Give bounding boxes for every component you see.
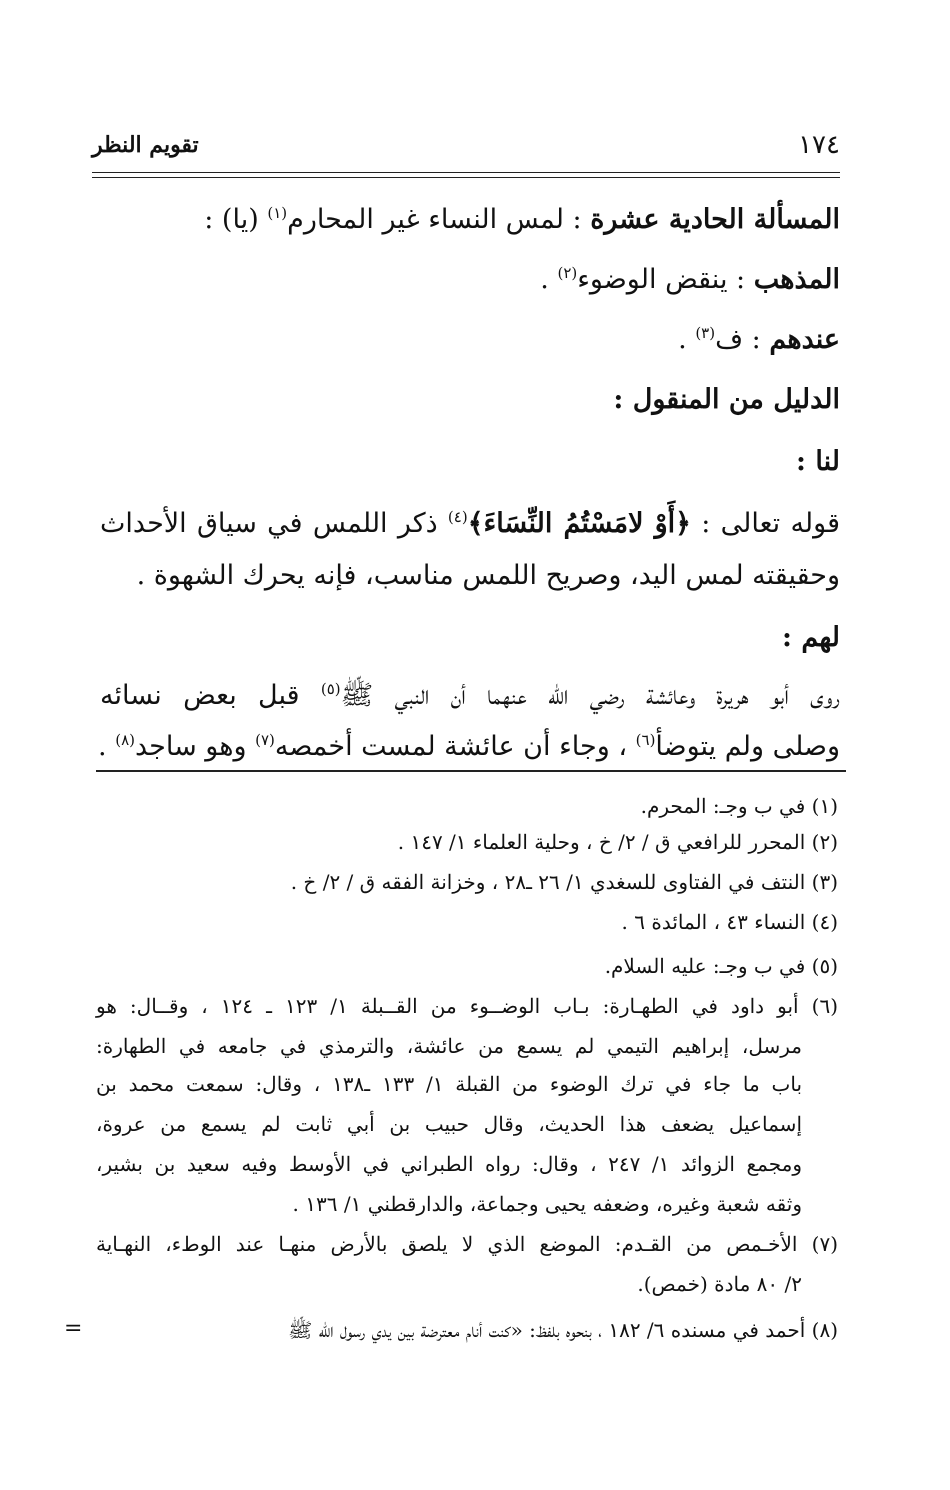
p2-text-d: ، وجاء أن عائشة لمست أخمصه bbox=[274, 731, 628, 762]
footnote-ref-1: (١) bbox=[267, 204, 288, 222]
madhhab-label: المذهب bbox=[753, 264, 840, 295]
running-title: تقويم النظر bbox=[92, 132, 199, 158]
p2-text-end: . bbox=[98, 731, 107, 762]
footnote-ref-5: (٥) bbox=[320, 680, 341, 698]
footnote-7-line-2: ٢/ ٨٠ مادة (خمص). bbox=[637, 1272, 802, 1296]
indahum-line bbox=[100, 320, 840, 360]
p1-line-2: وحقيقته لمس اليد، وصريح اللمس مناسب، فإنه يحرك الشهوة . bbox=[136, 560, 840, 591]
p2-line-2 bbox=[100, 727, 840, 767]
p2-text-c: وصلى ولم يتوضأ bbox=[655, 731, 840, 762]
footnote-6-line-4: إسماعيل يضعف هذا الحديث، وقال حبيب بن أبي ثابت لم يسمع من عروة، bbox=[96, 1112, 802, 1136]
footnote-3: (٣) النتف في الفتاوى للسغدي ١/ ٢٦ ـ٢٨ ، وخزانة الفقه ق / ٢/ خ . bbox=[290, 870, 838, 894]
continuation-mark: = bbox=[64, 1316, 83, 1341]
footnote-6-line-5: ومجمع الزوائد ١/ ٢٤٧ ، وقال: رواه الطبراني في الأوسط وفيه سعيد بن بشير، bbox=[96, 1152, 802, 1176]
issue-title: المسألة الحادية عشرة bbox=[590, 204, 840, 235]
footnote-6-line-1: (٦) أبو داود في الطهـارة: بـاب الوضــوء من القــبلة ١/ ١٢٣ ـ ١٢٤ ، وقــال: هو bbox=[96, 994, 838, 1018]
footnote-5: (٥) في ب وجـ: عليه السلام. bbox=[604, 954, 838, 978]
page-number: ١٧٤ bbox=[798, 130, 840, 160]
footnote-ref-8: (٨) bbox=[115, 731, 135, 749]
footnote-8: (٨) أحمد في مسنده ٦/ ١٨٢ ، بنحوه بلفظ: «كنت أنام معترضة بين يدي رسول الله ﷺ bbox=[288, 1318, 838, 1342]
p2-text-b: قبل بعض نسائه bbox=[100, 680, 300, 711]
indahum-end: . bbox=[678, 324, 687, 355]
indahum-label: عندهم bbox=[769, 324, 840, 355]
footnote-ref-3: (٣) bbox=[695, 324, 716, 342]
footnote-ref-4: (٤) bbox=[447, 508, 468, 526]
footnote-6-line-3: باب ما جاء في ترك الوضوء من القبلة ١/ ١٣٣ ـ١٣٨ ، وقال: سمعت محمد بن bbox=[96, 1072, 803, 1096]
issue-code: (يا) : bbox=[204, 204, 259, 235]
p2-text-e: وهو ساجد bbox=[134, 731, 247, 762]
madhhab-text: : ينقض الوضوء bbox=[577, 264, 746, 295]
madhhab-end: . bbox=[540, 264, 549, 295]
issue-text: : لمس النساء غير المحارم bbox=[287, 204, 582, 235]
p1-text-a: قوله تعالى : bbox=[701, 508, 840, 539]
footnote-6-line-2: مرسل، إبراهيم التيمي لم يسمع من عائشة، والترمذي في جامعه في الطهارة: bbox=[96, 1034, 802, 1058]
header-rule bbox=[92, 172, 840, 173]
footnote-ref-6: (٦) bbox=[635, 731, 656, 749]
footnote-6-line-6: وثقه شعبة وغيره، وضعفه يحيى وجماعة، والدارقطني ١/ ١٣٦ . bbox=[292, 1192, 802, 1216]
footnote-ref-2: (٢) bbox=[557, 264, 578, 282]
lana-heading: لنا : bbox=[796, 446, 840, 477]
footnote-ref-7: (٧) bbox=[255, 731, 275, 749]
footnote-2: (٢) المحرر للرافعي ق / ٢/ خ ، وحلية العلماء ١/ ١٤٧ . bbox=[397, 830, 838, 854]
footnote-7-line-1: (٧) الأخـمص من القـدم: الموضع الذي لا يلصق بالأرض منهـا عند الوطء، النهـاية bbox=[96, 1232, 838, 1256]
p2-text-a: روى أبو هريرة وعائشة رضي الله عنهما أن النبي ﷺ bbox=[340, 680, 840, 711]
madhhab-line bbox=[100, 260, 840, 300]
issue-title-line bbox=[100, 200, 840, 240]
page-header bbox=[92, 130, 840, 170]
footnote-4: (٤) النساء ٤٣ ، المائدة ٦ . bbox=[621, 910, 838, 934]
p1-line-1 bbox=[100, 504, 840, 544]
footnote-separator bbox=[96, 770, 846, 772]
quran-verse: ﴿أَوْ لامَسْتُمُ النِّسَاءَ﴾ bbox=[467, 508, 692, 539]
indahum-text: : ف bbox=[715, 324, 761, 355]
lahum-heading: لهم : bbox=[781, 622, 840, 653]
header-rule-double bbox=[92, 177, 840, 178]
p2-line-1 bbox=[100, 676, 840, 716]
p1-text-b: ذكر اللمس في سياق الأحداث bbox=[100, 508, 438, 539]
footnote-1: (١) في ب وجـ: المحرم. bbox=[640, 794, 838, 818]
dalil-heading: الدليل من المنقول : bbox=[613, 384, 840, 415]
